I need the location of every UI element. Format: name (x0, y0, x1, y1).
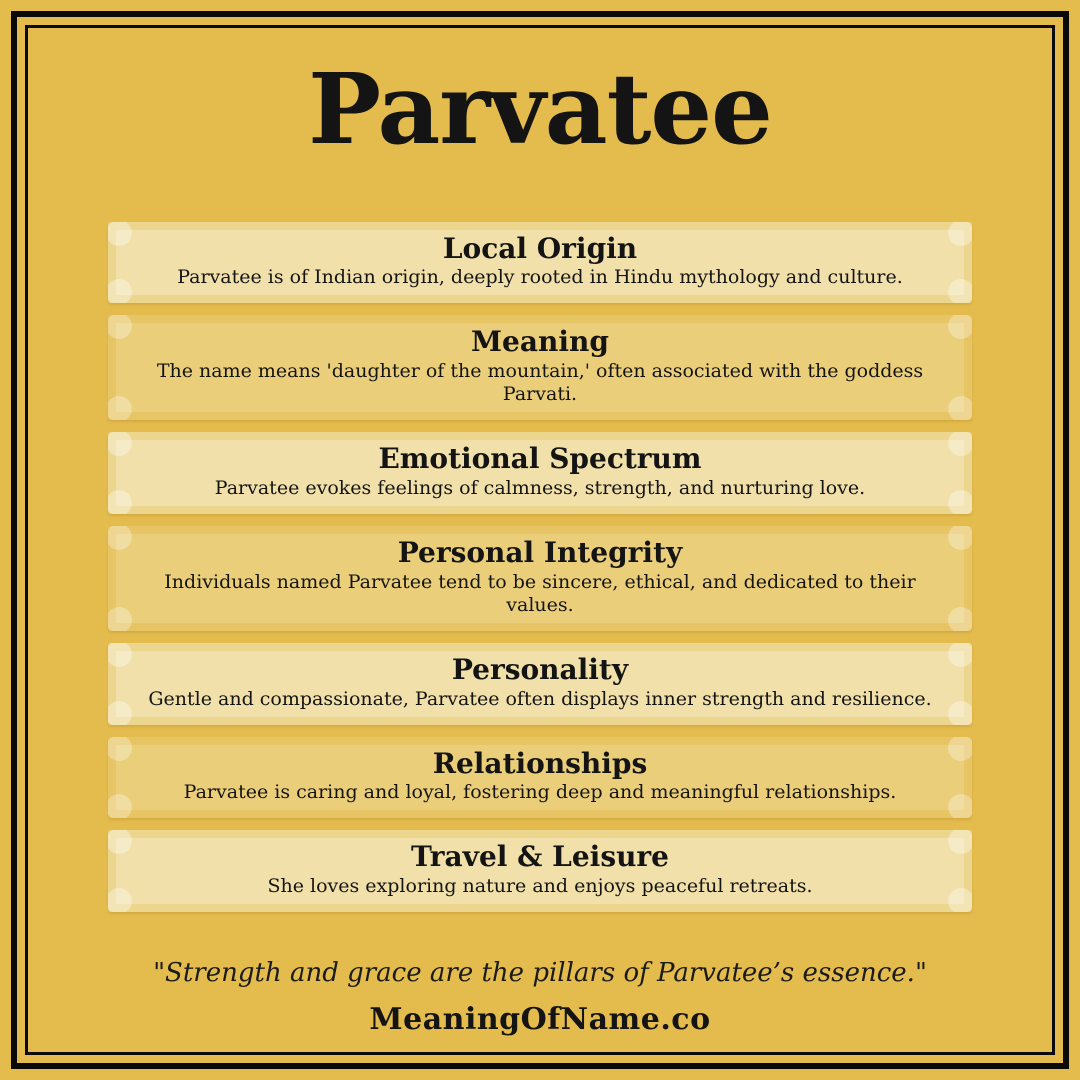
corner-rivet-icon (948, 222, 972, 246)
section-panels (108, 222, 972, 913)
corner-rivet-icon (948, 396, 972, 420)
corner-rivet-icon (948, 315, 972, 339)
panel-body (116, 323, 964, 412)
section-heading: Personality (451, 652, 629, 686)
panel-local-origin (108, 222, 972, 304)
corner-rivet-icon (948, 607, 972, 631)
panel-body (116, 230, 964, 296)
corner-rivet-icon (948, 643, 972, 667)
panel-travel-leisure (108, 830, 972, 912)
corner-rivet-icon (108, 279, 132, 303)
section-heading: Emotional Spectrum (378, 442, 702, 476)
corner-rivet-icon (108, 222, 132, 246)
corner-rivet-icon (948, 432, 972, 456)
section-text: Parvatee is of Indian origin, deeply rooted in Hindu mythology and culture. (177, 266, 903, 289)
corner-rivet-icon (108, 607, 132, 631)
section-text: Parvatee evokes feelings of calmness, strength, and nurturing love. (214, 476, 866, 499)
section-heading: Relationships (432, 746, 648, 780)
section-heading: Meaning (471, 325, 609, 359)
panel-body (116, 534, 964, 623)
corner-rivet-icon (108, 490, 132, 514)
name-title: Parvatee (308, 52, 772, 166)
section-heading: Personal Integrity (397, 536, 683, 570)
corner-rivet-icon (948, 279, 972, 303)
panel-body (116, 651, 964, 717)
corner-rivet-icon (948, 490, 972, 514)
section-text: The name means 'daughter of the mountain,' often associated with the goddess Parvati. (156, 359, 924, 406)
panel-body (116, 745, 964, 811)
corner-rivet-icon (108, 701, 132, 725)
section-heading: Travel & Leisure (410, 840, 669, 874)
panel-meaning (108, 315, 972, 420)
corner-rivet-icon (948, 701, 972, 725)
panel-relationships (108, 737, 972, 819)
section-text: Gentle and compassionate, Parvatee often displays inner strength and resilience. (148, 687, 932, 710)
section-text: Parvatee is caring and loyal, fostering deep and meaningful relationships. (183, 781, 897, 804)
corner-rivet-icon (948, 526, 972, 550)
section-text: She loves exploring nature and enjoys peaceful retreats. (267, 875, 813, 898)
panel-body (116, 440, 964, 506)
panel-body (116, 838, 964, 904)
panel-emotional-spectrum (108, 432, 972, 514)
corner-rivet-icon (108, 888, 132, 912)
corner-rivet-icon (948, 888, 972, 912)
corner-rivet-icon (108, 396, 132, 420)
section-text: Individuals named Parvatee tend to be sincere, ethical, and dedicated to their values. (164, 570, 916, 616)
card-content (28, 28, 1052, 1052)
corner-rivet-icon (948, 794, 972, 818)
corner-rivet-icon (108, 794, 132, 818)
brand-name: MeaningOfName.co (369, 1002, 711, 1038)
corner-rivet-icon (948, 830, 972, 854)
section-heading: Local Origin (442, 231, 638, 265)
essence-quote: "Strength and grace are the pillars of Parvatee’s essence." (153, 958, 927, 989)
panel-personal-integrity (108, 526, 972, 631)
panel-personality (108, 643, 972, 725)
corner-rivet-icon (948, 737, 972, 761)
